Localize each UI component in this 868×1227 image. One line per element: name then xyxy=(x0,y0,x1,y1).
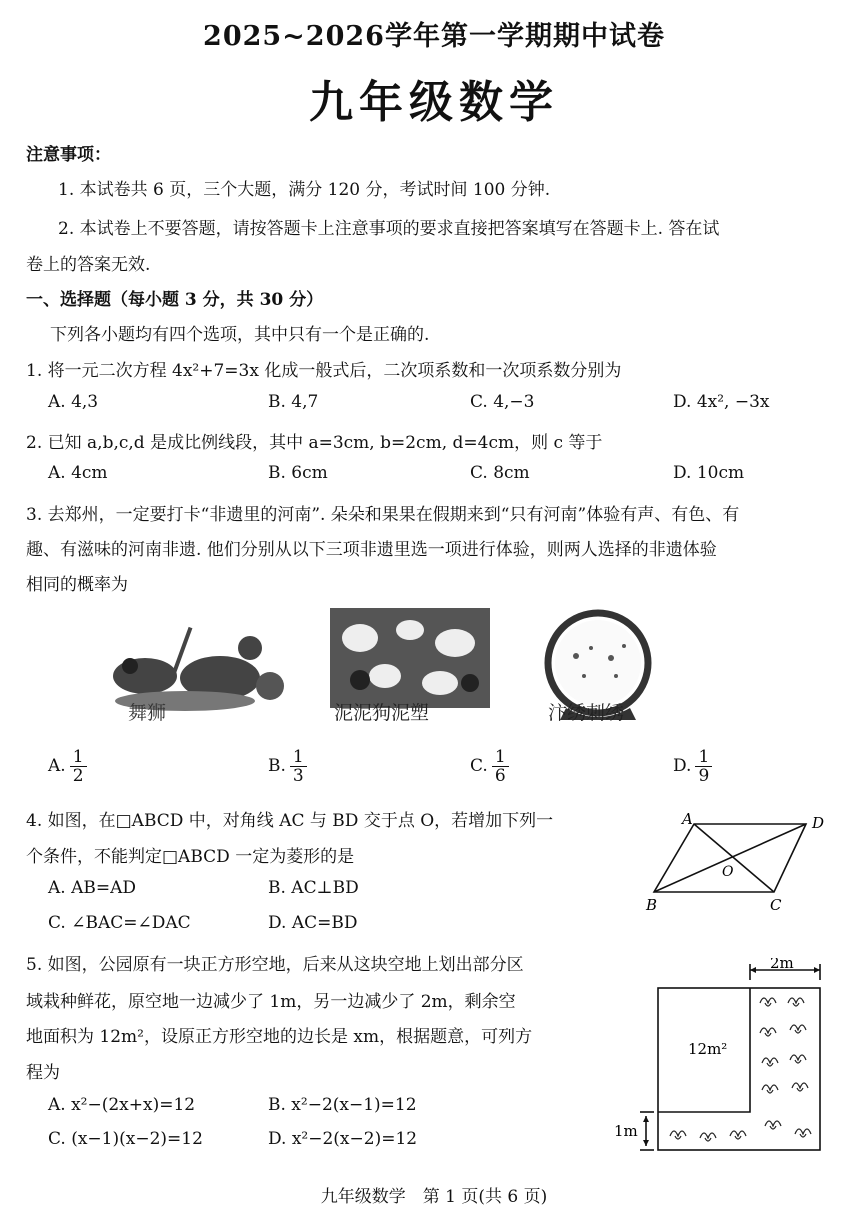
q5-stem-line4: 程为 xyxy=(26,1063,60,1083)
q3-option-a xyxy=(48,748,87,785)
exam-title: 2025~2026学年第一学期期中试卷 xyxy=(203,21,665,52)
height-label-1m: 1m xyxy=(614,1122,638,1140)
note-item-2-line1: 2. 本试卷上不要答题，请按答题卡上注意事项的要求直接把答案填写在答题卡上. 答在试 xyxy=(58,219,720,239)
q5-stem-line2: 域栽种鲜花，原空地一边减少了 1m，另一边减少了 2m，剩余空 xyxy=(26,992,516,1012)
q4-stem-line1: 4. 如图，在□ABCD 中，对角线 AC 与 BD 交于点 O，若增加下列一 xyxy=(26,811,554,831)
q3-option-c-numerator: 1 xyxy=(492,748,509,767)
q3-stem-line2: 趣、有滋味的河南非遗. 他们分别从以下三项非遗里选一项进行体验，则两人选择的非遗体验 xyxy=(26,540,717,560)
q5-option-c: C. (x−1)(x−2)=12 xyxy=(48,1129,203,1149)
q5-stem-line3: 地面积为 12m²，设原正方形空地的边长是 xm，根据题意，可列方 xyxy=(26,1027,533,1047)
q2-option-a: A. 4cm xyxy=(48,463,108,483)
q1-option-b: B. 4,7 xyxy=(268,392,319,412)
width-label-2m: 2m xyxy=(770,958,794,972)
q3-option-d-fraction xyxy=(695,748,712,785)
q3-image-caption-3: 汴绣刺绣 xyxy=(548,702,625,724)
q3-image-caption-2: 泥泥狗泥塑 xyxy=(334,702,430,724)
garden-plot-figure xyxy=(610,958,840,1158)
note-item-2-line2: 卷上的答案无效. xyxy=(26,255,151,275)
q2-option-c: C. 8cm xyxy=(470,463,530,483)
q3-option-b-denominator: 3 xyxy=(292,766,304,786)
q1-option-a: A. 4,3 xyxy=(48,392,99,412)
q5-stem-line1: 5. 如图，公园原有一块正方形空地，后来从这块空地上划出部分区 xyxy=(26,955,524,975)
q4-stem-line2: 个条件，不能判定□ABCD 一定为菱形的是 xyxy=(26,847,355,867)
q2-option-b: B. 6cm xyxy=(268,463,328,483)
q3-option-b-label: B. xyxy=(268,756,286,776)
subject-title: 九年级数学 xyxy=(309,77,559,128)
q3-option-b-numerator: 1 xyxy=(290,748,307,767)
q3-option-d-numerator: 1 xyxy=(695,748,712,767)
q3-option-c-fraction xyxy=(492,748,509,785)
q4-option-b: B. AC⊥BD xyxy=(268,878,359,898)
center-label-o: O xyxy=(722,864,734,880)
q1-option-d: D. 4x², −3x xyxy=(673,392,770,412)
q3-option-d xyxy=(673,748,712,785)
vertex-label-b: B xyxy=(646,896,658,914)
q4-option-c: C. ∠BAC=∠DAC xyxy=(48,913,191,933)
q3-stem-line3: 相同的概率为 xyxy=(26,575,128,595)
q3-option-d-label: D. xyxy=(673,756,692,776)
section1-heading: 一、选择题（每小题 3 分，共 30 分） xyxy=(26,290,324,310)
q3-option-c-label: C. xyxy=(470,756,488,776)
q3-option-a-label: A. xyxy=(48,756,66,776)
q3-option-c xyxy=(470,748,509,785)
page-footer: 九年级数学 第 1 页(共 6 页) xyxy=(320,1187,548,1207)
note-item-1: 1. 本试卷共 6 页，三个大题，满分 120 分，考试时间 100 分钟. xyxy=(58,180,551,200)
q2-stem: 2. 已知 a,b,c,d 是成比例线段，其中 a=3cm, b=2cm, d=4cm，则 c 等于 xyxy=(26,433,603,453)
vertex-label-d: D xyxy=(812,814,825,832)
q3-option-b-fraction xyxy=(290,748,307,785)
q5-option-a: A. x²−(2x+x)=12 xyxy=(48,1095,196,1115)
vertex-label-c: C xyxy=(770,896,782,914)
q3-option-a-fraction xyxy=(70,748,87,785)
q3-image-caption-1: 舞狮 xyxy=(128,702,167,724)
notes-heading: 注意事项： xyxy=(26,145,111,165)
q2-option-d: D. 10cm xyxy=(673,463,745,483)
vertex-label-a: A xyxy=(682,810,693,828)
q3-option-a-numerator: 1 xyxy=(70,748,87,767)
q5-option-d: D. x²−2(x−2)=12 xyxy=(268,1129,418,1149)
q5-option-b: B. x²−2(x−1)=12 xyxy=(268,1095,417,1115)
q3-option-d-denominator: 9 xyxy=(698,766,710,786)
q3-option-c-denominator: 6 xyxy=(494,766,506,786)
q1-stem: 1. 将一元二次方程 4x²+7=3x 化成一般式后，二次项系数和一次项系数分别为 xyxy=(26,361,622,381)
q4-option-a: A. AB=AD xyxy=(48,878,137,898)
section1-instruction: 下列各小题均有四个选项，其中只有一个是正确的. xyxy=(50,325,430,345)
area-label-12m2: 12m² xyxy=(688,1040,728,1058)
q1-option-c: C. 4,−3 xyxy=(470,392,535,412)
q3-stem-line1: 3. 去郑州，一定要打卡“非遗里的河南”. 朵朵和果果在假期来到“只有河南”体验有声、有色、有 xyxy=(26,505,740,525)
parallelogram-figure xyxy=(636,806,836,916)
q3-option-a-denominator: 2 xyxy=(72,766,84,786)
q3-option-b xyxy=(268,748,307,785)
q4-option-d: D. AC=BD xyxy=(268,913,358,933)
